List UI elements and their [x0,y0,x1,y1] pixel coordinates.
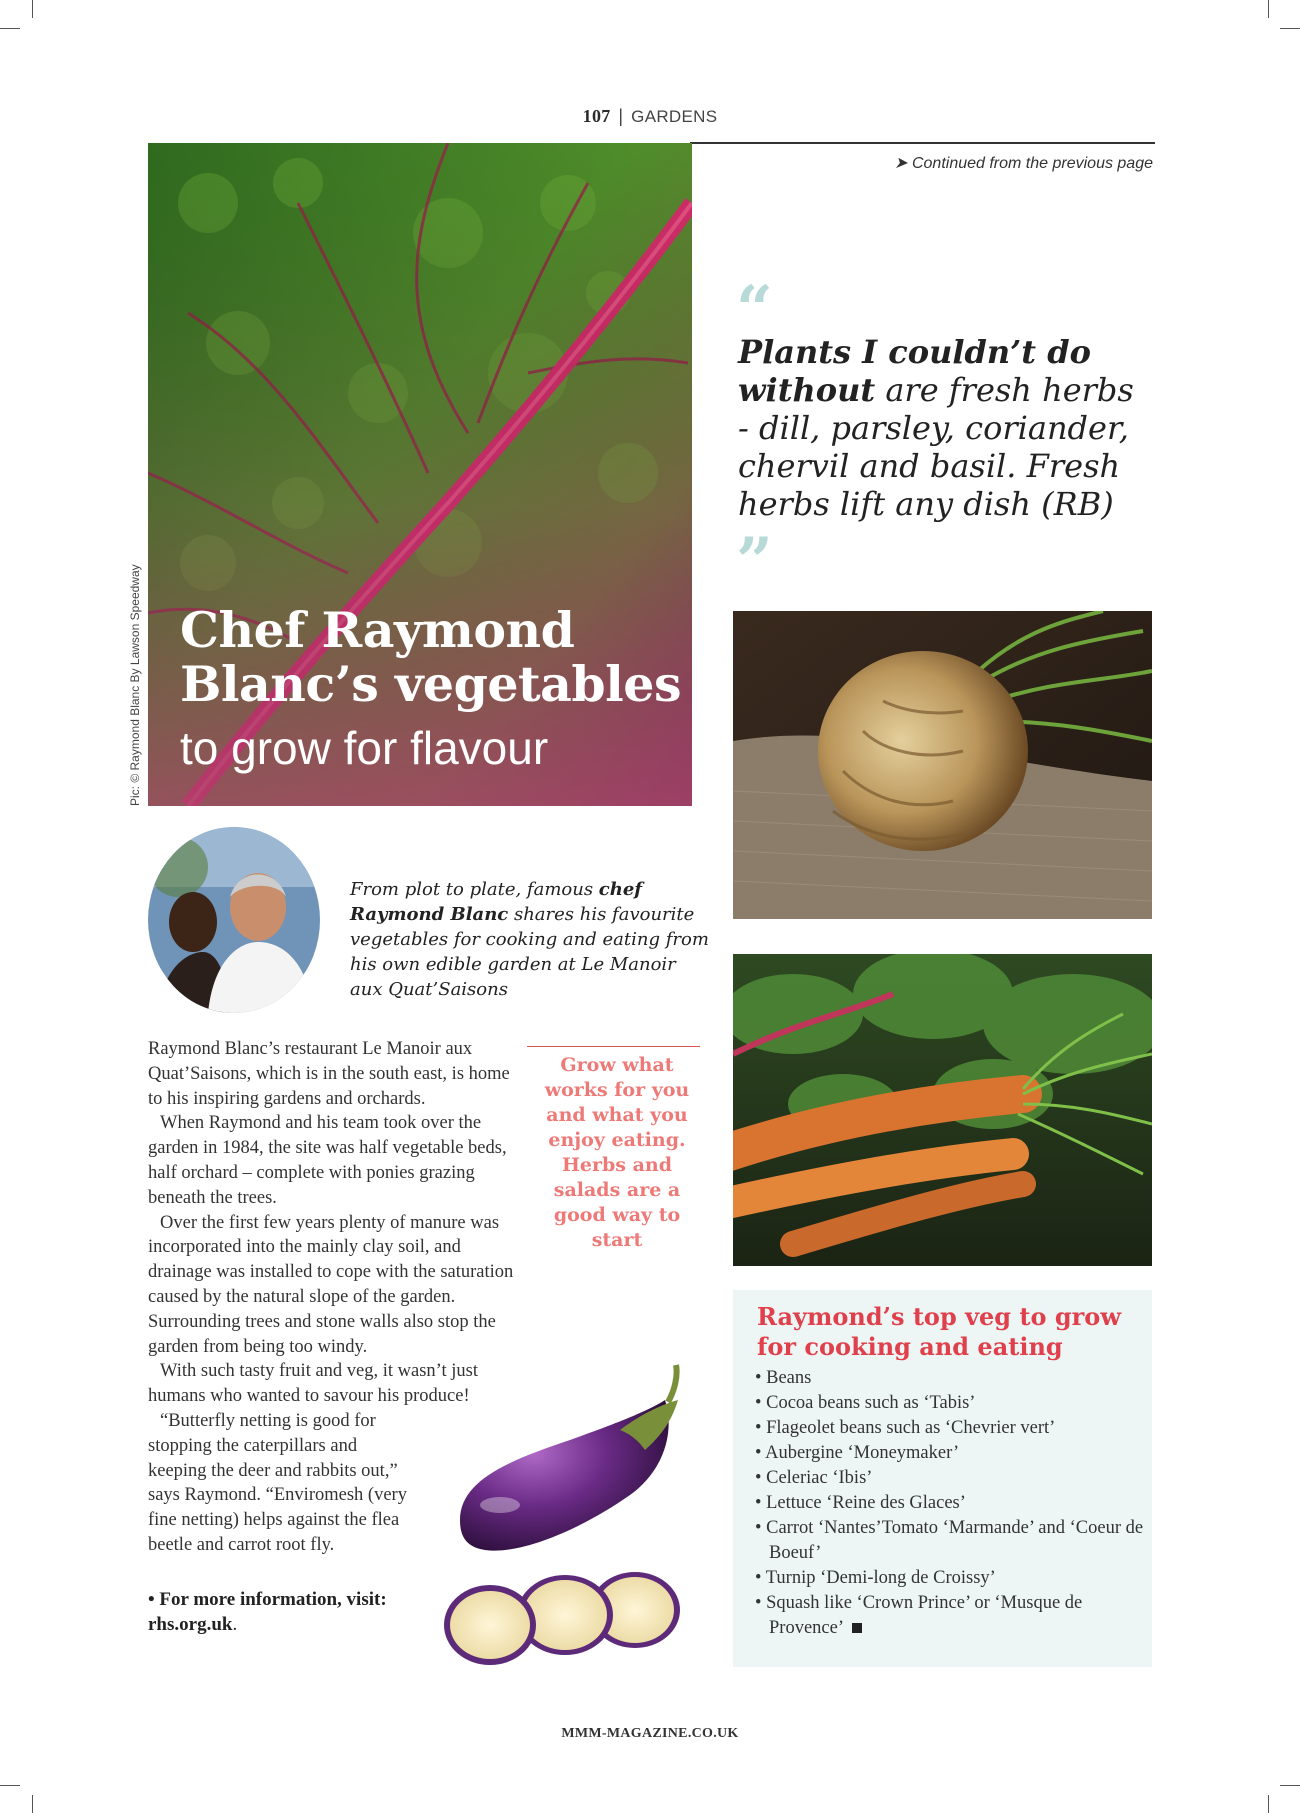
list-item: • Aubergine ‘Moneymaker’ [755,1441,1145,1466]
top-veg-list [755,1366,1145,1641]
intro-part2: shares his favourite vegetables for cooking and eating from his own edible garden at Le Manoir aux Quat’Saisons [350,904,709,1000]
top-veg-box [733,1290,1152,1667]
more-info-link[interactable]: rhs.org.uk [148,1614,233,1635]
body-paragraph: Over the first few years plenty of manure was incorporated into the mainly clay soil, and drainage was installed to cope with the saturation caused by the natural slope of the garden. Surrounding trees and stone walls also stop the garden from being too windy. [148,1212,514,1357]
crop-mark [32,0,33,18]
list-item: • Squash like ‘Crown Prince’ or ‘Musque de Provence’ [755,1591,1145,1641]
page-number: 107 [582,106,611,126]
page-header [0,106,1300,127]
list-item: • Carrot ‘Nantes’Tomato ‘Marmande’ and ‘Coeur de Boeuf’ [755,1516,1145,1566]
pull-quote-rule [527,1046,700,1047]
intro-bold: chef Raymond Blanc [350,879,643,925]
raymond-blanc-portrait [148,827,320,1013]
list-item: • Beans [755,1366,1145,1391]
footer-url: MMM-MAGAZINE.CO.UK [561,1726,739,1741]
section-name: GARDENS [631,107,718,126]
list-item: • Flageolet beans such as ‘Chevrier vert’ [755,1416,1145,1441]
quote-bold: Plants I couldn’t do without [738,333,1091,409]
list-item: • Turnip ‘Demi-long de Croissy’ [755,1566,1145,1591]
more-info-end: . [232,1614,238,1635]
crop-mark [1280,28,1300,29]
header-separator: | [618,106,624,126]
celeriac-photo [733,611,1152,919]
continued-note: ➤ Continued from the previous page [894,155,1153,172]
body-paragraph: Raymond Blanc’s restaurant Le Manoir aux Quat’Saisons, which is in the south east, is home to his inspiring gardens and orchards. [148,1039,510,1109]
intro-part1: From plot to plate, famous [350,879,599,900]
crop-mark [1268,0,1269,18]
crop-mark [1268,1795,1269,1813]
end-mark-icon [852,1623,862,1633]
crop-mark [0,1785,20,1786]
quote-open-mark: “ [736,272,773,347]
hero-title-line1: Chef Raymond [180,601,575,659]
crop-mark [1280,1785,1300,1786]
aubergine-image [440,1360,710,1670]
body-paragraph: “Butterfly netting is good for stopping the caterpillars and keeping the deer and rabbits out,” says Raymond. “Enviromesh (very fine netting) helps against the flea beetle and carrot root fly. [148,1410,407,1555]
hero-subtitle: to grow for flavour [180,722,549,774]
body-paragraph: With such tasty fruit and veg, it wasn’t just humans who wanted to savour his produce! [148,1361,478,1407]
top-veg-title: Raymond’s top veg to grow for cooking and eating [757,1302,1121,1361]
hero-title-line2: Blanc’s vegetables [180,655,682,713]
more-info-label: • For more information, visit: [148,1589,387,1610]
header-rule [690,142,1155,144]
hero-title [180,603,681,711]
photo-credit: Pic: © Raymond Blanc By Lawson Speedway [128,564,142,806]
list-item: • Lettuce ‘Reine des Glaces’ [755,1491,1145,1516]
list-item: • Celeriac ‘Ibis’ [755,1466,1145,1491]
crop-mark [32,1795,33,1813]
intro-standfirst [350,877,710,1002]
quote-close-mark: ” [736,524,773,599]
carrots-photo [733,954,1152,1266]
crop-mark [0,28,20,29]
quote-text: are fresh herbs - dill, parsley, coriander, chervil and basil. Fresh herbs lift any dish (RB) [738,371,1134,523]
pull-quote: Grow what works for you and what you enjoy eating. Herbs and salads are a good way to start [544,1054,690,1251]
more-info [148,1587,448,1637]
list-item: • Cocoa beans such as ‘Tabis’ [755,1391,1145,1416]
body-paragraph: When Raymond and his team took over the garden in 1984, the site was half vegetable beds, half orchard – complete with ponies grazing beneath the trees. [148,1113,507,1208]
feature-quote [738,333,1138,523]
